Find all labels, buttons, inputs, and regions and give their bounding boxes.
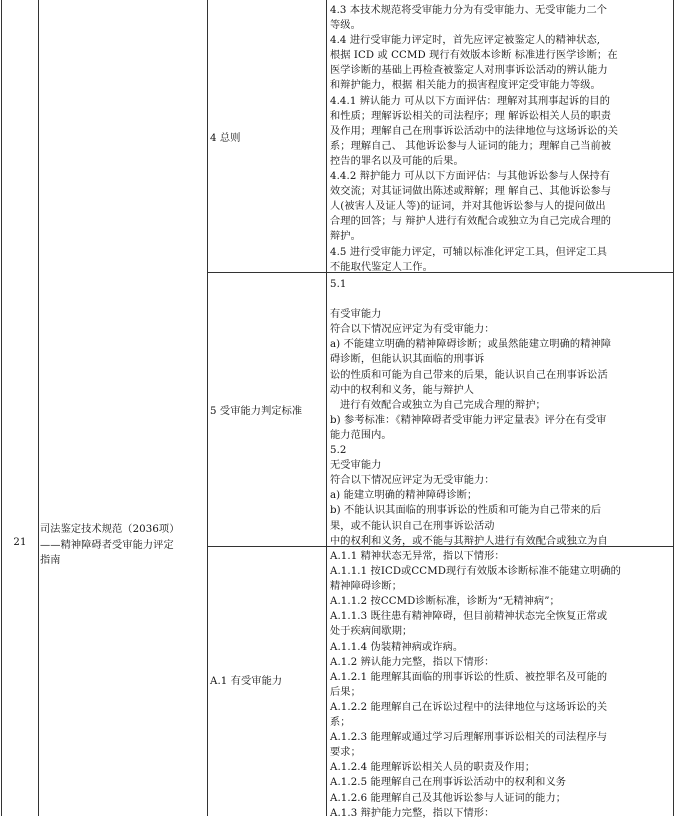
content-line: a) 不能建立明确的精神障碍诊断；或虽然能建立明确的精神障 — [330, 339, 612, 351]
content-line: b) 参考标准：《精神障碍者受审能力评定量表》评分在有受审 — [330, 414, 607, 426]
content-line: 等级。 — [330, 20, 361, 32]
content-line: A.1.1.4 伪装精神病或诈病。 — [330, 641, 464, 653]
content-line: 根据 ICD 或 CCMD 现行有效版本诊断 标准进行医学诊断；在 — [330, 50, 618, 62]
content-line: A.1.1.3 既往患有精神障碍，但目前精神状态完全恢复正常或 — [330, 611, 608, 623]
content-line: 符合以下情况应评定为无受审能力： — [330, 475, 495, 487]
standard-name-line: ——精神障碍者受审能力评定 — [40, 539, 174, 551]
content-line: 人(被害人及证人等)的证词，并对其他诉讼参与人的提问做出 — [330, 201, 606, 213]
content-line: A.1.2 辨认能力完整，指以下情形： — [330, 656, 495, 668]
content-line — [330, 292, 673, 307]
content-line: A.1.3 辩护能力完整，指以下情形： — [330, 807, 495, 819]
section-title-general: 4 总则 — [210, 133, 241, 144]
content-line: 精神障碍诊断； — [330, 581, 403, 593]
content-line: 后果； — [330, 686, 361, 698]
content-line: A.1.2.3 能理解或通过学习后理解刑事诉讼相关的司法程序与 — [330, 732, 608, 744]
table-divider — [38, 0, 39, 816]
content-line: 系； — [330, 717, 351, 729]
content-line: 医学诊断的基础上再检查被鉴定人对刑事诉讼活动的辨认能力 — [330, 65, 608, 77]
content-line: 4.3 本技术规范将受审能力分为有受审能力、无受审能力二个 — [330, 5, 608, 16]
content-line: 进行有效配合或独立为自己完成合理的辩护； — [330, 399, 546, 411]
row-number: 21 — [13, 537, 27, 548]
content-line: 系；理解自己、 其他诉讼参与人证词的能力；理解自己当前被 — [330, 140, 612, 152]
content-line: 能力范围内。 — [330, 429, 392, 441]
content-line: 合理的回答；与 辩护人进行有效配合或独立为自己完成合理的 — [330, 216, 612, 228]
content-line: A.1.1.2 按CCMD诊断标准，诊断为“无精神病”； — [330, 596, 560, 608]
content-line: A.1.2.5 能理解自己在刑事诉讼活动中的权利和义务 — [330, 777, 567, 789]
content-line: 5.1 — [330, 279, 347, 290]
content-line: b) 不能认识其面临的刑事诉讼的性质和可能为自己带来的后 — [330, 505, 602, 517]
content-line: A.1.2.1 能理解其面临的刑事诉讼的性质、被控罪名及可能的 — [330, 671, 608, 683]
content-line: 辩护。 — [330, 231, 361, 243]
section-content-criteria — [330, 277, 673, 549]
content-line: 效交流；对其证词做出陈述或辩解；理 解自己、其他诉讼参与 — [330, 186, 612, 198]
content-line: 讼的性质和可能为自己带来的后果，能认识自己在刑事诉讼活 — [330, 369, 608, 381]
table-divider — [326, 0, 327, 816]
content-line: 5.2 — [330, 445, 347, 457]
content-line: 无受审能力 — [330, 460, 382, 472]
content-line: 中的权利和义务，或不能与其辩护人进行有效配合或独立为自 — [330, 535, 608, 547]
content-line: 和辩护能力，根据 相关能力的损害程度评定受审能力等级。 — [330, 80, 601, 92]
section-title-criteria: 5 受审能力判定标准 — [210, 406, 303, 417]
standard-name-line: 司法鉴定技术规范（2036项） — [40, 524, 180, 535]
content-line: 和性质；理解诉讼相关的司法程序；理 解诉讼相关人员的职责 — [330, 110, 612, 122]
content-line: 4.4.1 辨认能力 可从以下方面评估：理解对其刑事起诉的目的 — [330, 95, 610, 107]
content-line: A.1.2.4 能理解诉讼相关人员的职责及作用； — [330, 762, 536, 774]
section-content-general — [330, 3, 673, 275]
content-line: A.1.2.6 能理解自己及其他诉讼参与人证词的能力； — [330, 792, 567, 804]
content-line: 4.4.2 辩护能力 可从以下方面评估：与其他诉讼参与人保持有 — [330, 171, 610, 183]
content-line: 及作用；理解自己在刑事诉讼活动中的法律地位与这场诉讼的关 — [330, 125, 619, 137]
content-line: 有受审能力 — [330, 309, 382, 321]
standard-name-line: 指南 — [40, 555, 61, 566]
content-line: 不能取代鉴定人工作。 — [330, 261, 433, 273]
standard-name — [40, 522, 206, 569]
content-line: 控告的罪名以及可能的后果。 — [330, 155, 464, 167]
content-line: 4.5 进行受审能力评定，可辅以标准化评定工具，但评定工具 — [330, 246, 608, 258]
content-line: A.1.1 精神状态无异常，指以下情形： — [330, 551, 505, 562]
content-line: 碍诊断，但能认识其面临的刑事诉 — [330, 354, 485, 366]
table-border-right — [673, 0, 674, 816]
content-line: 果，或不能认识自己在刑事诉讼活动 — [330, 520, 495, 532]
content-line: a) 能建立明确的精神障碍诊断； — [330, 490, 478, 502]
table-divider — [207, 0, 208, 816]
table-border-left — [1, 0, 2, 816]
section-title-a1: A.1 有受审能力 — [210, 676, 283, 687]
content-line: A.1.2.2 能理解自己在诉讼过程中的法律地位与这场诉讼的关 — [330, 701, 608, 713]
content-line: 要求； — [330, 747, 361, 759]
content-line: 处于疾病间歇期； — [330, 626, 413, 638]
content-line: 符合以下情况应评定为有受审能力： — [330, 324, 495, 336]
content-line: 动中的权利和义务，能与辩护人 — [330, 384, 475, 396]
section-content-a1 — [330, 549, 673, 821]
content-line: 4.4 进行受审能力评定时，首先应评定被鉴定人的精神状态, — [330, 35, 601, 47]
content-line: A.1.1.1 按ICD或CCMD现行有效版本诊断标准不能建立明确的 — [330, 566, 621, 578]
